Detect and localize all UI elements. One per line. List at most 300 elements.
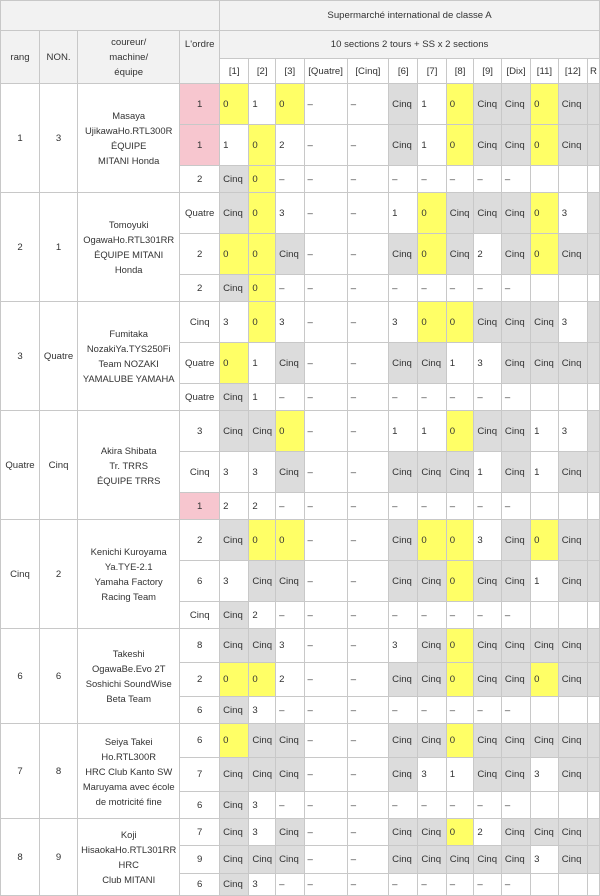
score-cell: Cinq (474, 125, 502, 166)
section-header: R (587, 59, 599, 84)
score-cell: 1 (249, 84, 276, 125)
score-cell: – (418, 602, 446, 629)
section-header: [1] (220, 59, 249, 84)
order-cell: 3 (180, 411, 220, 452)
score-cell: 3 (276, 629, 304, 663)
score-cell: – (474, 384, 502, 411)
score-cell: 1 (418, 84, 446, 125)
score-cell: Cinq (389, 561, 418, 602)
score-cell: Cinq (558, 724, 587, 758)
score-cell: 0 (446, 520, 474, 561)
score-cell: – (276, 166, 304, 193)
score-cell: Cinq (474, 629, 502, 663)
score-cell: Cinq (531, 343, 559, 384)
rider-line: Soshichi SoundWise (85, 678, 172, 689)
rider-cell (78, 193, 180, 302)
score-cell: Cinq (418, 561, 446, 602)
score-cell: – (347, 166, 388, 193)
score-cell: Cinq (276, 846, 304, 874)
sections-header: 10 sections 2 tours + SS x 2 sections (220, 31, 600, 59)
score-cell (558, 697, 587, 724)
section-header: [12] (558, 59, 587, 84)
score-cell: Cinq (558, 234, 587, 275)
score-cell: Cinq (474, 84, 502, 125)
score-cell: Cinq (276, 343, 304, 384)
score-cell: 0 (418, 234, 446, 275)
score-cell (558, 166, 587, 193)
score-cell: Cinq (418, 819, 446, 846)
order-cell: 2 (180, 166, 220, 193)
number-cell: 3 (39, 84, 77, 193)
score-cell: 0 (220, 724, 249, 758)
score-cell-r (587, 411, 599, 452)
score-cell: Cinq (474, 561, 502, 602)
rider-cell (78, 411, 180, 520)
score-cell: – (304, 193, 347, 234)
number-cell: 8 (39, 724, 77, 819)
score-cell: 3 (418, 758, 446, 792)
score-cell: Cinq (220, 846, 249, 874)
rank-cell: Cinq (1, 520, 40, 629)
rider-line: Seiya Takei (104, 735, 153, 747)
score-cell: – (418, 792, 446, 819)
score-cell: Cinq (389, 520, 418, 561)
rider-cell (78, 629, 180, 724)
score-cell: 0 (220, 663, 249, 697)
score-cell: – (347, 663, 388, 697)
score-cell: 0 (249, 234, 276, 275)
score-cell: – (347, 724, 388, 758)
rider-line: Takeshi (112, 648, 145, 659)
table-row (1, 84, 600, 125)
rider-line: Ho.RTL300R (101, 750, 156, 762)
score-cell-r (587, 234, 599, 275)
rider-line: Kenichi Kuroyama (90, 546, 167, 557)
score-cell-r (587, 874, 599, 896)
score-cell (531, 275, 559, 302)
score-cell: – (418, 697, 446, 724)
score-cell-r (587, 819, 599, 846)
score-cell: – (446, 493, 474, 520)
score-cell: Cinq (418, 629, 446, 663)
score-cell: 0 (276, 520, 304, 561)
rider-line: Masaya (112, 110, 146, 121)
score-cell: Cinq (389, 663, 418, 697)
rider-cell (78, 520, 180, 629)
score-cell: – (347, 84, 388, 125)
score-cell: Cinq (418, 452, 446, 493)
score-cell: – (389, 697, 418, 724)
score-cell: – (501, 602, 530, 629)
score-cell: Cinq (474, 724, 502, 758)
score-cell: Cinq (558, 629, 587, 663)
score-cell: 2 (276, 663, 304, 697)
rider-line: UjikawaHo.RTL300R (85, 125, 173, 136)
score-cell: – (347, 125, 388, 166)
score-cell: Cinq (220, 411, 249, 452)
score-cell: Cinq (501, 561, 530, 602)
section-header: [9] (474, 59, 502, 84)
section-header: [3] (276, 59, 304, 84)
score-cell: – (501, 874, 530, 896)
score-cell: 3 (220, 302, 249, 343)
score-cell: – (304, 125, 347, 166)
score-cell: Cinq (474, 193, 502, 234)
rider-line: Koji (120, 829, 137, 840)
rider-line: Ya.TYE-2.1 (104, 561, 153, 572)
score-cell: Cinq (531, 724, 559, 758)
score-cell: Cinq (389, 234, 418, 275)
score-cell-r (587, 452, 599, 493)
score-cell: 0 (531, 234, 559, 275)
score-cell (531, 602, 559, 629)
score-cell: Cinq (474, 663, 502, 697)
rider-line: Tr. TRRS (109, 459, 148, 471)
score-cell: 0 (446, 84, 474, 125)
score-cell: Cinq (389, 452, 418, 493)
score-cell: Cinq (220, 193, 249, 234)
score-cell: Cinq (558, 819, 587, 846)
score-cell: – (304, 819, 347, 846)
score-cell: Cinq (558, 663, 587, 697)
score-cell: – (474, 602, 502, 629)
score-cell: Cinq (389, 846, 418, 874)
score-cell-r (587, 697, 599, 724)
score-cell-r (587, 193, 599, 234)
order-cell: 1 (180, 84, 220, 125)
score-cell: Cinq (249, 758, 276, 792)
score-cell: – (347, 493, 388, 520)
score-cell: 0 (446, 819, 474, 846)
score-cell: Cinq (220, 166, 249, 193)
score-cell-r (587, 602, 599, 629)
rank-cell: 3 (1, 302, 40, 411)
score-cell: Cinq (531, 819, 559, 846)
score-cell: – (389, 275, 418, 302)
order-cell: Cinq (180, 452, 220, 493)
score-cell: – (474, 697, 502, 724)
rider-line: HisaokaHo.RTL301RR (81, 844, 177, 855)
score-cell: Cinq (501, 193, 530, 234)
score-cell: – (276, 275, 304, 302)
number-cell: Cinq (39, 411, 77, 520)
table-row (1, 819, 600, 846)
score-cell-r (587, 384, 599, 411)
order-cell: 6 (180, 792, 220, 819)
number-cell: 9 (39, 819, 77, 896)
score-cell: Cinq (220, 697, 249, 724)
score-cell: – (347, 302, 388, 343)
header-blank (1, 1, 220, 31)
score-cell: 0 (446, 125, 474, 166)
score-cell: 1 (389, 411, 418, 452)
score-cell: – (304, 384, 347, 411)
score-cell: 0 (531, 193, 559, 234)
rider-line: NozakiYa.TYS250Fi (86, 343, 171, 354)
score-cell: Cinq (249, 724, 276, 758)
score-cell: Cinq (418, 343, 446, 384)
score-cell: Cinq (446, 234, 474, 275)
score-cell: Cinq (474, 411, 502, 452)
score-cell: 2 (474, 819, 502, 846)
score-cell-r (587, 724, 599, 758)
score-cell (558, 792, 587, 819)
score-cell: Cinq (501, 234, 530, 275)
score-cell: Cinq (418, 846, 446, 874)
rider-line: Honda (114, 264, 143, 275)
score-cell-r (587, 84, 599, 125)
score-cell: Cinq (276, 561, 304, 602)
score-cell: 3 (558, 193, 587, 234)
rider-line: Racing Team (101, 591, 156, 602)
score-cell: – (304, 234, 347, 275)
score-cell (531, 874, 559, 896)
score-cell: – (304, 166, 347, 193)
score-cell: Cinq (276, 819, 304, 846)
score-cell: 0 (249, 663, 276, 697)
order-cell: 1 (180, 493, 220, 520)
score-cell: – (347, 561, 388, 602)
score-cell: Cinq (501, 724, 530, 758)
score-cell: 2 (249, 493, 276, 520)
score-cell: – (347, 819, 388, 846)
score-cell: Cinq (558, 84, 587, 125)
score-cell: Cinq (558, 846, 587, 874)
score-cell (531, 697, 559, 724)
score-cell-r (587, 493, 599, 520)
score-cell: – (446, 384, 474, 411)
score-cell: 0 (531, 125, 559, 166)
rank-cell: 2 (1, 193, 40, 302)
number-cell: 6 (39, 629, 77, 724)
rider-line: Club MITANI (102, 874, 156, 885)
score-cell: – (347, 846, 388, 874)
score-cell: Cinq (220, 792, 249, 819)
score-cell: – (446, 166, 474, 193)
score-cell: – (347, 520, 388, 561)
score-cell: 0 (249, 125, 276, 166)
rider-line: MITANI Honda (98, 155, 160, 166)
rider-line: YAMALUBE YAMAHA (82, 373, 175, 384)
rider-header: coureur/ machine/ équipe (78, 31, 180, 84)
section-header: [Cinq] (347, 59, 388, 84)
score-cell: 0 (249, 520, 276, 561)
score-cell-r (587, 520, 599, 561)
score-cell: 0 (446, 629, 474, 663)
score-cell: – (304, 697, 347, 724)
score-cell: 1 (531, 561, 559, 602)
score-cell: 0 (220, 234, 249, 275)
score-cell: 1 (418, 411, 446, 452)
score-cell: 2 (249, 602, 276, 629)
score-cell: – (446, 874, 474, 896)
order-cell: 7 (180, 758, 220, 792)
score-cell: 3 (249, 792, 276, 819)
score-cell: – (446, 275, 474, 302)
order-cell: 2 (180, 275, 220, 302)
section-header: [11] (531, 59, 559, 84)
rider-line: HRC Club Kanto SW (85, 765, 173, 777)
score-cell: Cinq (558, 561, 587, 602)
score-cell-r (587, 302, 599, 343)
rider-line: ÉQUIPE TRRS (97, 474, 161, 486)
score-cell: 3 (474, 343, 502, 384)
score-cell: Cinq (474, 758, 502, 792)
score-cell: – (418, 166, 446, 193)
score-cell: Cinq (220, 384, 249, 411)
score-cell: Cinq (501, 411, 530, 452)
score-cell: Cinq (558, 520, 587, 561)
section-header: [Dix] (501, 59, 530, 84)
score-cell: 0 (249, 302, 276, 343)
table-row (1, 302, 600, 343)
score-cell-r (587, 758, 599, 792)
score-cell-r (587, 663, 599, 697)
score-cell: 0 (220, 343, 249, 384)
score-cell: 0 (418, 520, 446, 561)
score-cell: – (501, 792, 530, 819)
order-cell: 2 (180, 234, 220, 275)
score-cell (558, 275, 587, 302)
score-cell: – (304, 275, 347, 302)
number-cell: Quatre (39, 302, 77, 411)
score-cell: – (474, 874, 502, 896)
section-header: [7] (418, 59, 446, 84)
score-cell: 3 (389, 629, 418, 663)
score-cell: – (347, 384, 388, 411)
score-cell (531, 493, 559, 520)
score-cell: 3 (249, 874, 276, 896)
score-cell: Cinq (501, 758, 530, 792)
score-cell: – (347, 411, 388, 452)
score-cell: – (304, 520, 347, 561)
score-cell: Cinq (501, 819, 530, 846)
section-header: [6] (389, 59, 418, 84)
rider-line: Maruyama avec école (82, 780, 175, 792)
score-cell: – (276, 384, 304, 411)
score-cell (558, 602, 587, 629)
score-cell: Cinq (276, 724, 304, 758)
rank-cell: 6 (1, 629, 40, 724)
score-cell: 0 (220, 84, 249, 125)
score-cell: – (418, 874, 446, 896)
score-cell: Cinq (249, 411, 276, 452)
score-cell: 1 (220, 125, 249, 166)
score-cell-r (587, 792, 599, 819)
rank-cell: Quatre (1, 411, 40, 520)
rank-header: rang (1, 31, 40, 84)
score-cell: – (276, 874, 304, 896)
score-cell: 0 (531, 520, 559, 561)
score-cell (558, 493, 587, 520)
score-cell: Cinq (501, 343, 530, 384)
score-cell: – (304, 602, 347, 629)
order-cell: Cinq (180, 302, 220, 343)
score-cell-r (587, 561, 599, 602)
order-cell: Cinq (180, 602, 220, 629)
score-cell: Cinq (446, 452, 474, 493)
score-cell: 0 (531, 663, 559, 697)
score-cell: 3 (558, 302, 587, 343)
order-cell: 8 (180, 629, 220, 663)
score-cell: Cinq (531, 629, 559, 663)
score-cell: 3 (276, 302, 304, 343)
score-cell: – (347, 275, 388, 302)
rider-line: Akira Shibata (100, 444, 157, 456)
score-cell: 1 (389, 193, 418, 234)
order-cell: 9 (180, 846, 220, 874)
score-cell: – (347, 697, 388, 724)
table-row (1, 411, 600, 452)
score-cell: Cinq (389, 84, 418, 125)
score-cell: Cinq (220, 275, 249, 302)
score-cell: Cinq (418, 724, 446, 758)
score-cell: 0 (446, 302, 474, 343)
score-cell: Cinq (501, 629, 530, 663)
score-cell: Cinq (501, 302, 530, 343)
score-cell: 3 (276, 193, 304, 234)
score-cell: – (501, 697, 530, 724)
score-cell: – (304, 758, 347, 792)
score-cell: Cinq (220, 520, 249, 561)
rider-cell (78, 302, 180, 411)
order-cell: Quatre (180, 193, 220, 234)
score-cell: – (446, 602, 474, 629)
score-cell: 2 (220, 493, 249, 520)
rider-line: ÉQUIPE MITANI (94, 249, 164, 260)
order-header: L'ordre (180, 31, 220, 84)
score-cell: 1 (446, 343, 474, 384)
score-cell: – (304, 302, 347, 343)
score-cell: – (474, 493, 502, 520)
score-cell: 3 (531, 758, 559, 792)
score-cell: 3 (249, 452, 276, 493)
score-cell: – (276, 493, 304, 520)
rank-cell: 7 (1, 724, 40, 819)
score-cell: 1 (474, 452, 502, 493)
score-cell: 3 (220, 561, 249, 602)
score-cell: 0 (446, 561, 474, 602)
score-cell: 1 (249, 343, 276, 384)
score-cell (531, 792, 559, 819)
score-cell: Cinq (558, 125, 587, 166)
score-cell: 0 (446, 663, 474, 697)
order-cell: 1 (180, 125, 220, 166)
number-header: NON. (39, 31, 77, 84)
score-cell: 3 (220, 452, 249, 493)
order-cell: Quatre (180, 384, 220, 411)
score-cell: 2 (276, 125, 304, 166)
section-header: [Quatre] (304, 59, 347, 84)
order-cell: 7 (180, 819, 220, 846)
score-cell: 0 (418, 193, 446, 234)
order-cell: 6 (180, 724, 220, 758)
order-cell: 6 (180, 561, 220, 602)
score-cell: – (304, 792, 347, 819)
score-cell: Cinq (558, 343, 587, 384)
score-cell: – (389, 493, 418, 520)
score-cell: – (276, 792, 304, 819)
score-cell: – (347, 874, 388, 896)
score-cell: – (389, 792, 418, 819)
score-cell: Cinq (501, 452, 530, 493)
score-cell: 1 (531, 452, 559, 493)
score-cell-r (587, 629, 599, 663)
score-cell: 3 (531, 846, 559, 874)
score-cell: Cinq (249, 629, 276, 663)
score-cell-r (587, 846, 599, 874)
score-cell: – (347, 452, 388, 493)
